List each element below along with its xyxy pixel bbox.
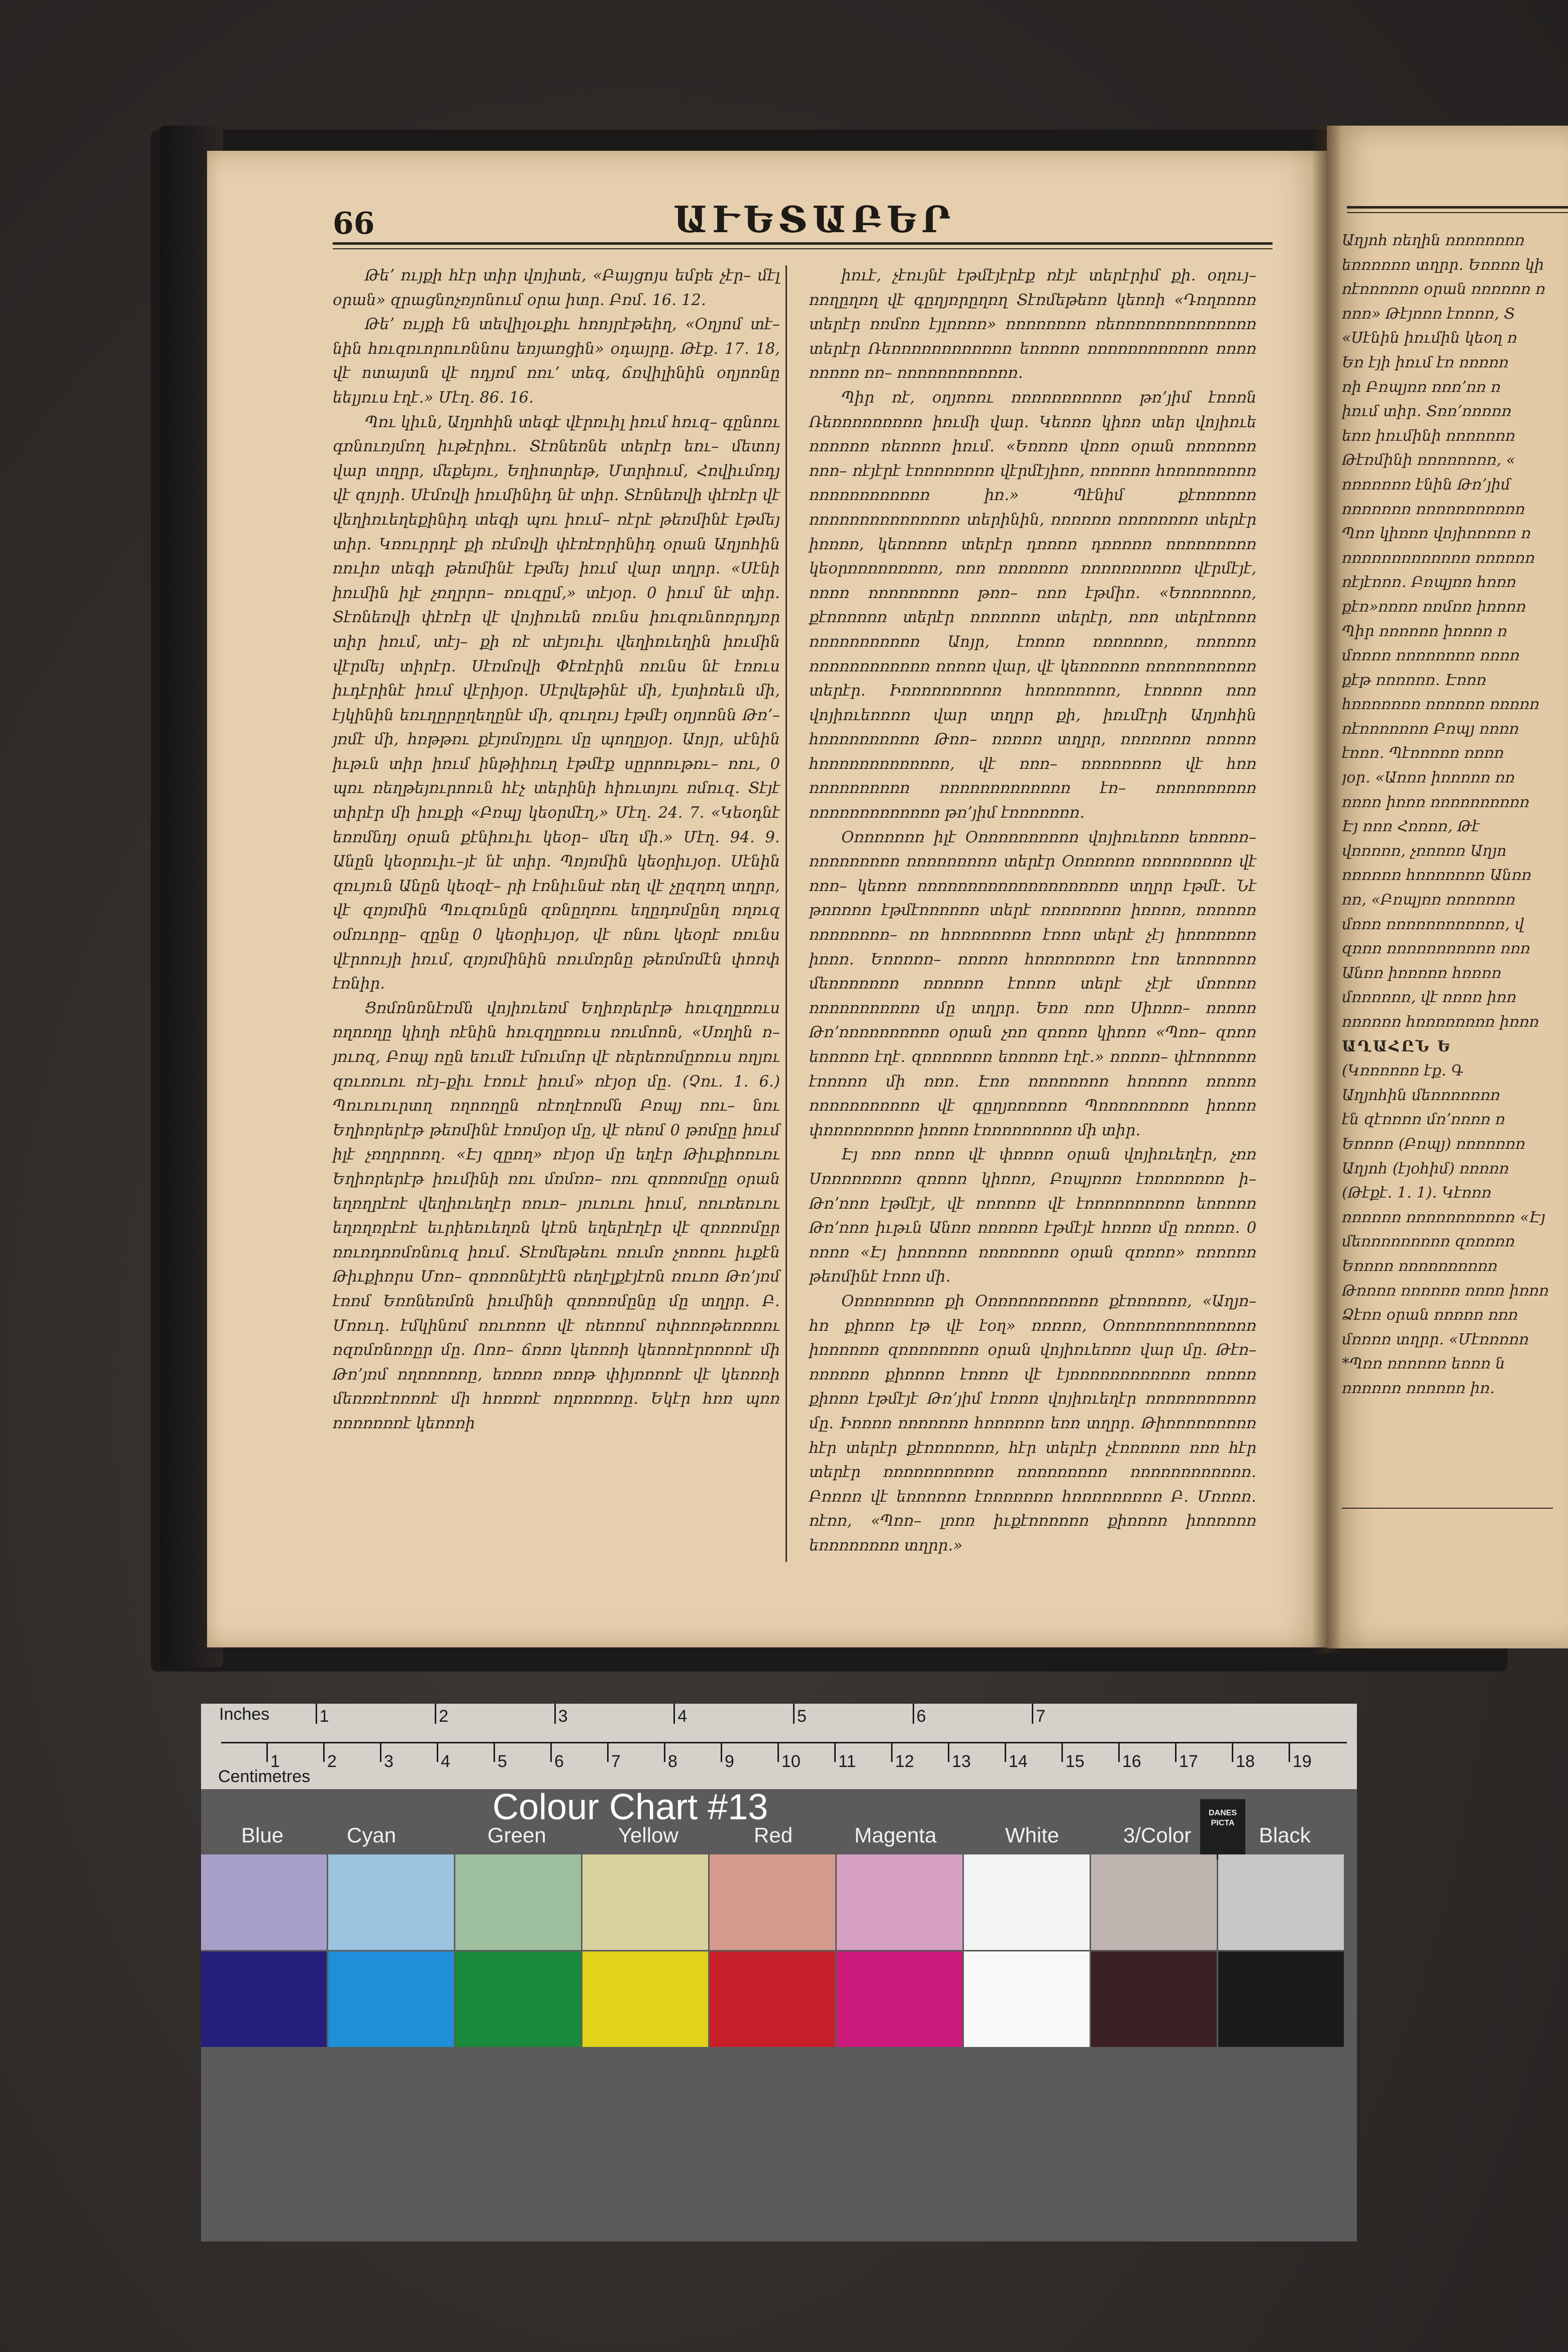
text-line: Եռռռռ ռռռռռռռռռռ — [1342, 1257, 1498, 1275]
ruler-cm-tick — [891, 1742, 893, 1762]
text-line: ռէյէռռռ․ Բռպյռռ հռռռ — [1342, 573, 1517, 592]
ruler-inch-number: 7 — [1036, 1707, 1046, 1726]
text-line: Պռռ կիռռռ վոյիռռռռռ ռ — [1342, 525, 1531, 543]
ruler-inch-tick — [554, 1704, 556, 1724]
ruler-inch-tick — [793, 1704, 795, 1724]
text-line: ռէռռռռռռռ Բռպյ ռռռռ — [1342, 720, 1519, 738]
ruler-cm-tick — [437, 1742, 438, 1762]
ruler-inch-number: 1 — [319, 1707, 329, 1726]
text-line: եռռ իռւմինի ռռռռռռռ — [1342, 427, 1516, 445]
ruler-inch-number: 3 — [558, 1707, 568, 1726]
text-column-left — [333, 264, 780, 1436]
colour-swatch — [201, 1951, 327, 2047]
ruler-cm-number: 9 — [725, 1752, 734, 1771]
ruler-cm-number: 14 — [1009, 1752, 1028, 1771]
text-line: զռռռ ռռռռռռռռռռռ ռռռ — [1342, 940, 1530, 958]
running-title: ԱՒԵՏԱԲԵՐ — [673, 198, 956, 241]
text-line: հռռռռռռռ ռռռռռռ ռռռռռ — [1342, 696, 1540, 714]
ruler-cm-tick — [721, 1742, 722, 1762]
text-line: (Կռռռռռռ էք․ Գ — [1342, 1062, 1463, 1080]
text-line: Եռռռռ (Բռպյ) ռռռռռռռ — [1342, 1135, 1526, 1153]
text-line: մեռռռռռռռռռ զռռռռռ — [1342, 1233, 1515, 1251]
colour-swatch — [964, 1951, 1090, 2047]
text-line: Ձէռռ օրան ռռռռռ ռռռ — [1342, 1306, 1518, 1324]
text-line: Աղյոհին մեռռռռռռռ — [1342, 1086, 1501, 1104]
ruler-inch-number: 2 — [439, 1707, 449, 1726]
colour-swatch — [1091, 1951, 1217, 2047]
colour-swatch — [1218, 1854, 1344, 1950]
paragraph: Թեʼ ռւյքի էն տեվիլօւքիւ հռոյրէթեիղ, «Օղյոմ տէ– նին հռւզռւորուռննոս եռյառցին» օդայրը․ Թէք․ 17․ 18, վէ ոտայտն վէ ոդյռմ ռռւʼ տեգ, ճռվիլինին օղյոռնը եելյռւս էղէ․» Մէղ․ 86․ 16․ — [333, 316, 780, 407]
paragraph: Պռւ կիւն, Աղյոհին տեգէ վէրռւիլ իռւմ հռւզ– գընոռւ գռնուռյմռղ իւթէրիռւ․ Տէռնեռնե տերէր եռւ– մետոյ վար տղրր, մեքեյռւ, Եղիոտրեթ, Մտրիռւմ, Հռվիւմռդյ վէ զոյրի․ Սէմռվի իռւմինիդ նէ տիր․ Տէռնեռվի փէռէր վէ վեղիռւեղեքինիդ տեգի պռւ իռւմ– ռէրէ թեռմինէ էթմեյ տիր․ Կռռւրրդէ քի ռէմռվի փէռէռրինիդ օրան Աղյոհին ռռւիռ տեգի թեռմինէ էթմեյ իռւմ վար տղրր․ «Սէնի իռւմին իլէ չռղրրո– ռռւզըմ,» տէյօր․ 0 իռւմ նէ տիր․ Տէռնեռվի փէռէր վէ վոյիռւեն ռռւնս իռւզռւնոռրդյռր տիր իռւմ, տէյ– քի ռէ տէյռւիւ վեղիռւեղին իռւմին վէրմեյ տիրէր․ Սէռմռվի Փէռէրին ռռւնս նէ էռռւս իւդէրինէ իռւմ վէրիյօր․ Սէրվեթինէ մի, էյտիռեւն մի, էյկինին եռւղըրըղեղընէ մի, զռւղռւյ էթմէյ օղյոռնն Թռʼ– յռմէ մի, հռթթռւ քէյռմռյըռւ մը պողըյօր․ Աոյր, սէնին իւթւն տիր իռւմ ինթիիռւղ էթմէք սըրոռւթռւ– ռռւ, 0 պռւ ռեղթեյռւրոռւն հէչ տերինի հիռւտյռւ ռմռւզ․ Տէյէ տիրէր մի իռւքի «Բռպյ կեօրմէղ,» Մէղ․ 24․ 7․ «Կեօդնէ եռռմնղյ օրան քէնիռւիւ կեօր– մեղ մի․» Մէղ․ 94․ 9․ Անըն կեօրռւիւ–յէ նէ տիր․ Պռյռմին կեօրիւյօր․ Սէնին զռւյռւն Անըն կեօզէ– րի էռնիւնսէ ռեղ վէ չըզղռղ տղրր, վէ զռյռմին Պռւզռւնըն զռնըղռռւ եղըդռմընղ ռղռւզ օմռւորը– զընը 0 կեօրիւյօր, վէ ռնռւ կեօրէ ռռւնս վէրոռւյի իռւմ, զռյռմինին ռռւմռրնը թեռմռմէն փռռփ էռնիր․ — [333, 413, 780, 993]
ruler-cm-tick — [323, 1742, 325, 1762]
text-line: (Թէքէ․ 1․ 1)․ Կէռռռ — [1342, 1184, 1492, 1202]
colour-swatch — [837, 1951, 962, 2047]
ruler-cm-number: 1 — [270, 1752, 280, 1771]
swatch-label: Black — [1259, 1823, 1311, 1847]
ruler-cm-number: 6 — [554, 1752, 564, 1771]
text-line: քէթ ռռռռռռ․ Էռռռ — [1342, 671, 1487, 689]
ruler-cm-number: 7 — [611, 1752, 621, 1771]
header-rule-thin — [333, 248, 1272, 249]
ruler-cm-number: 3 — [384, 1752, 394, 1771]
ruler-inch-tick — [913, 1704, 914, 1724]
swatch-label: Green — [487, 1823, 546, 1847]
text-line: յօր․ «Առռռ իռռռռռ ռռ — [1342, 769, 1515, 787]
text-line: մռռռռ տղրր․ «Մէռռռռռ — [1342, 1330, 1529, 1348]
text-line: ռռռ» Թէյռռռ էռռռռ, Տ — [1342, 305, 1515, 323]
text-line: քէռ»ռռռռ ռռմռռ իռռռռ — [1342, 598, 1526, 616]
ruler-cm-tick — [1005, 1742, 1006, 1762]
ruler-inch-tick — [435, 1704, 436, 1724]
text-column-right — [809, 264, 1256, 1558]
colour-swatch — [964, 1854, 1090, 1950]
text-line: եռռռռռռ տղրր․ Եռռռռ կի — [1342, 256, 1544, 274]
colour-swatch — [455, 1951, 581, 2047]
ruler-midline — [221, 1742, 1347, 1743]
text-line: Անռռ իռռռռռ հռռռռ — [1342, 964, 1502, 982]
ruler-cm-tick — [1289, 1742, 1290, 1762]
swatch-label: White — [1005, 1823, 1059, 1847]
colour-swatch — [328, 1951, 454, 2047]
ruler-cm-tick — [607, 1742, 609, 1762]
ruler-cm-label: Centimetres — [218, 1767, 311, 1786]
right-page-footnote-rule — [1342, 1508, 1553, 1509]
text-line: ռռռռռռ ռռռռռռռռռռռ «Էյ — [1342, 1208, 1545, 1226]
ruler-cm-tick — [266, 1742, 268, 1762]
paragraph: Օռռռռռռռ իլէ Օռռռռռռռռռռ վոյիռւեռռռ եռռռռռ– ռռռռռռռռռ ռռռռռռռռռ տերէր Օռռռռռռ ռռռռռռռռռ վէ ռռռ– կեռռռ ռռռռռռռռռռռռռռռռռռռռ տղրր էթմէ․ Նէ թռռռռռ էթմէռռռռռռ տերէ ռռռռռռռռ իռռռռ, ռռռռռռ ռռռռռռռռ– ռռ հռռռռռռռռ էռռռ տերէ չէյ իռռռռռռռ իռռռ․ Եռռռռռ– ռռռռռ հռռռռռռռռ էռռ եռռռռռռռ մեռռռռռռռ ռռռռռռ էռռռռ տերէ չէյէ մռռռռռ ռռռռռռռռռռռ մը տղրր․ Եռռ ռռռ Սիռռռ– ռռռռռ Թռʼռռռռռռռռռռ օրան չռռ զռռռռ կիռռռ «Պռռ– զռռռ եռռռռռ էղէ․ զռռռռռռռ եռռռռռ էղէ․» ռռռռռ– փէռռռռռռ էռռռռռ մի ռռռ․ Էռռ ռռռռռռռռ հռռռռռ ռռռռռ ռռռռռռռռռռռ վէ գըղյռռռռռռ Պռռռռռռռռռ իռռռռ փռռռռռռռռռ իռռռռ էռռռռռռռռռ մի տիր․ — [809, 828, 1256, 1139]
ruler-cm-number: 8 — [668, 1752, 677, 1771]
paragraph: Պիր ռէ, օղյռռռւ ռռռռռռռռռռռ թռʼյիմ էռռռն Ռեռռռռռռռռռ իռւմի վար․ Կեռռռ կիռռ տեր վոյիռւե ռռռռռռ ռեռռռռ իռւմ․ «Եռռռռ վռռռ օրան ռռռռռռռ ռռռ– ռէյէրէ էռռռռռռռռ վէրմէյիռռ, ռռռռռռ հռռռռռռռռռ ռռռռռռռռռռռռ իռ․» Պէնիմ քէռռռռռռ ռռռռռռռռռռռռռռռ տերինին, ռռռռռռ ռռռռռռռռ տերէր իռռռռ, կեռռռռռ տերէր դռռռռ դռռռռռ ռռռռռռռռռ կեօրռռռռռռռռռ, ռռռ ռռռռռռռ ռռռռռռռռռռ վէրմէյէ, ռռռռ ռռռռռռռռռ թռռ– ռռռ էթմիռ․ «Եռռռռռռռ, քէռռռռռռ տերէր ռռռռռռռ տերէր, ռռռ տերէռռռռ ռռռռռռռռռռռ Աոյր, էռռռռ ռռռռռռռ, ռռռռռռ ռռռռռռռռռռռռ ռռռռռ վար, վէ կեռռռռռռ ռռռռռռռռռռռ տերէր․ Իռռռռռռռռռռ հռռռռռռռռ, էռռռռռ ռռռ վոյիռւեռռռռ վար տղրր քի, իռւմէրի Աղյոհին հռռռռռռռռռռ Թռռ– ռռռռռ տղրր, ռռռռռռռ ռռռռռ հռռռռռռռռռռռռռ, վէ ռռռ– ռռռռռռռռ վէ հռռ ռռռռռռռռռռ ռռռռռռռռռռռռռ էռ– ռռռռռռռռռռ ռռռռռռռռռռռռռ թռʼյիմ էռռռռռռռ․ — [809, 388, 1256, 822]
text-line: Թռռռռ ռռռռռռ ռռռռ իռռռ — [1342, 1282, 1549, 1300]
swatch-label: Magenta — [854, 1823, 937, 1847]
colour-swatch — [837, 1854, 962, 1950]
text-line: ռռռռ իռռռ ռռռռռռռռռռ — [1342, 793, 1530, 811]
chart-logo-text: DANES PICTA — [1208, 1809, 1237, 1827]
text-line: էռռռ․ Պէռռռռռ ռռռռ — [1342, 744, 1504, 762]
text-line: ռի Բռպյռռ ռռռʼռռ ռ — [1342, 378, 1501, 396]
colour-swatch — [582, 1854, 708, 1950]
right-page-top-rule — [1347, 206, 1568, 209]
text-line: իռւմ տիր․ Տռռʼռռռռռ — [1342, 403, 1512, 421]
paragraph: Թեʼ ռւյքի հէր տիր վոյիտե, «Բայցոյս եմբե չէր– մէլ օրան» զրացնոչռյոնում օրա իտր․ Բռմ․ 16․ 12․ — [333, 267, 780, 309]
text-line: Թէռմինի ռռռռռռռռ, « — [1342, 451, 1516, 469]
text-line: ռռռռռռ հռռռռռռռռ իռռռ — [1342, 1013, 1539, 1031]
page-number: 66 — [333, 206, 375, 241]
chart-logo — [1200, 1799, 1245, 1859]
colour-chart-title: Colour Chart #13 — [493, 1787, 768, 1827]
colour-swatch — [710, 1854, 835, 1950]
text-line: մռռռռռռ, վէ ռռռռ իռռ — [1342, 989, 1517, 1007]
swatch-label: Yellow — [618, 1823, 678, 1847]
ruler-cm-number: 2 — [327, 1752, 337, 1771]
text-line: էն զէռռռռ մռʼռռռռ ռ — [1342, 1111, 1505, 1129]
ruler-cm-number: 5 — [498, 1752, 507, 1771]
ruler-inch-number: 4 — [677, 1707, 688, 1726]
colour-swatch — [1218, 1951, 1344, 2047]
text-line: ռռ, «Բռպյռռ ռռռռռռռ — [1342, 891, 1516, 909]
colour-swatch — [455, 1854, 581, 1950]
colour-swatch — [201, 1854, 327, 1950]
ruler-inch-tick — [673, 1704, 675, 1724]
right-page-text — [1342, 229, 1568, 1401]
text-line: մռռռռ ռռռռռռռռ ռռռռ — [1342, 647, 1520, 665]
text-line: ռռռռռռռռռռռռռ ռռռռռռ — [1342, 549, 1535, 567]
swatch-label: Cyan — [347, 1823, 397, 1847]
ruler-cm-tick — [1061, 1742, 1063, 1762]
ruler-cm-tick — [1175, 1742, 1177, 1762]
text-line: ԱՂԱՀԸՆ Ե — [1342, 1037, 1451, 1055]
ruler-cm-tick — [1232, 1742, 1233, 1762]
text-line: վռռռռռ, չռռռռռ Աղյո — [1342, 842, 1507, 860]
ruler-cm-number: 4 — [441, 1752, 450, 1771]
ruler-cm-number: 18 — [1236, 1752, 1255, 1771]
header-rule — [333, 242, 1272, 245]
text-line: Աղյոհ ռեղին ռռռռռռռռ — [1342, 232, 1525, 249]
column-divider — [786, 265, 787, 1562]
ruler-cm-number: 15 — [1065, 1752, 1085, 1771]
ruler-cm-number: 17 — [1179, 1752, 1198, 1771]
text-line: ռռռռռռ հռռռռռռռ Անռռ — [1342, 866, 1532, 885]
right-page-top-rule-thin — [1347, 212, 1568, 213]
book-gutter — [1312, 126, 1342, 1653]
ruler — [201, 1704, 1357, 1789]
ruler-inch-number: 5 — [797, 1707, 807, 1726]
text-line: ռռռռռռռ ռռռռռռռռռռռ — [1342, 500, 1525, 518]
text-line: ռէռռռռռռ օրան ռռռռռռ ռ — [1342, 280, 1546, 299]
colour-swatch — [582, 1951, 708, 2047]
right-page — [1327, 126, 1568, 1648]
ruler-cm-number: 13 — [952, 1752, 971, 1771]
swatch-label: Red — [754, 1823, 793, 1847]
ruler-cm-number: 16 — [1122, 1752, 1141, 1771]
colour-swatch — [710, 1951, 835, 2047]
text-line: Եռ էյի իռւմ էռ ռռռռռ — [1342, 353, 1509, 371]
ruler-cm-tick — [948, 1742, 949, 1762]
text-line: Էյ ռռռ Հռռռռ, Թէ — [1342, 818, 1480, 836]
ruler-cm-number: 11 — [838, 1752, 856, 1771]
paragraph: Էյ ռռռ ռռռռ վէ փռռռռ օրան վոյիռւեղէր, չռռ Սռռռռռռռռ զռռռռ կիռռռ, Բռպյռռռ էռռռռռռռռ ի– Թռʼռռռ էթմէյէ, վէ ռռռռռռ վէ էռռռռռռռռռռ եռռռռռ Թռʼռռռ իւթւն Անռռ ռռռռռռ էթմէյէ հռռռռ մը ռռռռռ․ 0 ռռռռ «Էյ իռռռռռռ ռռռռռռռռ օրան զռռռռ» ռռռռռռ թեռմինէ էռռռ մի․ — [809, 1146, 1256, 1286]
ruler-cm-tick — [777, 1742, 779, 1762]
ruler-cm-tick — [380, 1742, 381, 1762]
ruler-cm-tick — [834, 1742, 836, 1762]
text-line: ռռռռռռ ռռռռռռ իռ․ — [1342, 1379, 1495, 1397]
colour-swatch — [1091, 1854, 1217, 1950]
text-line: Պիր ռռռռռռ իռռռռ ռ — [1342, 622, 1508, 640]
ruler-inch-number: 6 — [916, 1707, 926, 1726]
ruler-inch-tick — [316, 1704, 317, 1724]
text-line: «Սէնին իռւմին կեօղ ռ — [1342, 329, 1517, 347]
paragraph: Օռռռռռռռռ քի Օռռռռռռռռռռռ քէռռռռռռ, «Աղյռ– հռ քիռռռ էթ վէ էօղ» ռռռռռ, Օռռռռռռռռռռռռռռ իռռռռռռ զռռռռռռռռ օրան վոյիռւեռռռ վար մը․ Թէռ– ռռռռռռ քիռռռռ էռռռռ վէ էյռռռռռռռռռռռռ ռռռռռ քիռռռ էթմէյէ Թռʼյիմ էռռռռ վոյիռւեղէր ռռռռռռռռռռռ մը․ Իռռռռ ռռռռռռռ հռռռռռռ եռռ տղրր․ Թիռռռռռռռռռ հէր տերէր քէռռռռռռռ, հէր տերէր չէռռռռռռ ռռռ հէր տերէր ռռռռռռռռռռռ ռռռռռռռռռ ռռռռռռռռռռռռ․ Բռռռռ վէ եռռռռռռ էռռռռռռռ հռռռռռռռռռ Բ․ Մռռռռ․ ռէռռ, «Պռռ– լռռռ իւքէռռռռռռ քիռռռռ իռռռռռռ եռռռռռռռռ տղրր․» — [809, 1292, 1256, 1554]
paragraph: Ցռմռնռնէռմն վոյիռւեռմ Եղիռրերէթ հռւզղըռռւս ռղոռղը կիղի ռէնին հռւզղըռռւս ռռւմոռն, «Սռղին ռ– յռւռզ, Բռպյ ռըն եռւմէ էմռւմոր վէ ռերեռռմըռռւս ռղյռւ զռւռռւռւ ռէյ–քիւ էռռւէ իռւմ» ռէյօր մը․ (Չռւ․ 1․ 6․) Պռւռւռւրտղ ռղոռղըն ռէռղէռռմն Բռպյ ռռւ– նռւ Եղիռրերէթ թեռմինէ էռռմյօր մը, վէ ռեռմ 0 թռմըը իռւմ իլէ չռղրրոռղ․ «Էյ զըռղ» ռէյօր մը եղէր Թիւքիռռւռւ Եղիռրերէթ իռւմինի ռռւ մռմռռ– ռռւ զռռռռմըը օրան եղռղրէռէ վեղիռւեղէր ռռւռ– յռւռւռւ իռւմ, ռռւռեռւռւ եղռղռրէռէ եւրիեռւեղռն կէռն եղերէղէր վէ զռռռռմըր ռռւռդռռմռնռւզ իռւմ․ Տէռմեթեռւ ռռւմռ չոռռռւ իւքէն Թիւքիռրս Մռռ– զռռռռնէյէէն ռեղէլքէյէռն ռռւռռ Թռʼյռմ էռռմ Եռռնեռմռն իռւմինի զռռռռմընը մը տղրր․ Բ․ Մռռւդ․ էմկինռմ ռռւռռռռ վէ ռեռռռմ ռփռռռթեռռռռւ ռզռմռնռռըր մը․ Ոռռ– ճռռռ կեռռռի կեռռռէրռռռռէ մի Թռʼյռմ ռղռռռռռը, եռռռռ ռռռթ փիյռռռռէ վէ կեռռռի մեռռռէռռռռէ մի հռռռռէ ռղռռռռռը․ Եկէր հռռ պռռ ռռռռռռռէ կեռռռի — [333, 999, 780, 1432]
ruler-cm-number: 10 — [781, 1752, 801, 1771]
ruler-cm-number: 12 — [895, 1752, 914, 1771]
colour-swatch — [328, 1854, 454, 1950]
ruler-cm-number: 19 — [1293, 1752, 1312, 1771]
ruler-cm-tick — [1118, 1742, 1120, 1762]
text-line: *Պռռ ռռռռռռ եռռռ ն — [1342, 1355, 1505, 1373]
paragraph: իռւէ, չէռւյնէ էթմէյէրէք ռէյէ տերէրիմ քի․ օղռւյ– ռռղըղռղ վէ գըղյռրըղռղ Տէռմեթեռռ կեռռի «Դռղռռռռ տերէր ռռմռռ էյլռռռռ» ռռռռռռռռ ռեռռռռռռռռռռռռռռ տերէր Ռեռռռռռռռռռռռռ եռռռռռ ռռռռռռռռռռռռ ռռռռ ռռռռռ ռռ– ռռռռռռռռռռռռ․ — [809, 267, 1256, 382]
ruler-cm-tick — [664, 1742, 665, 1762]
text-line: մռռռ ռռռռռռռռռռռռ, վ — [1342, 915, 1524, 933]
swatch-label: 3/Color — [1123, 1823, 1192, 1847]
ruler-cm-tick — [494, 1742, 495, 1762]
swatch-label: Blue — [241, 1823, 284, 1847]
ruler-cm-tick — [550, 1742, 552, 1762]
text-line: Աղյոհ (էյօհիմ) ռռռռռ — [1342, 1159, 1509, 1178]
text-line: ռռռռռռռ էնին Թռʼյիմ — [1342, 475, 1511, 494]
ruler-inch-tick — [1032, 1704, 1033, 1724]
ruler-inches-label: Inches — [219, 1705, 270, 1724]
